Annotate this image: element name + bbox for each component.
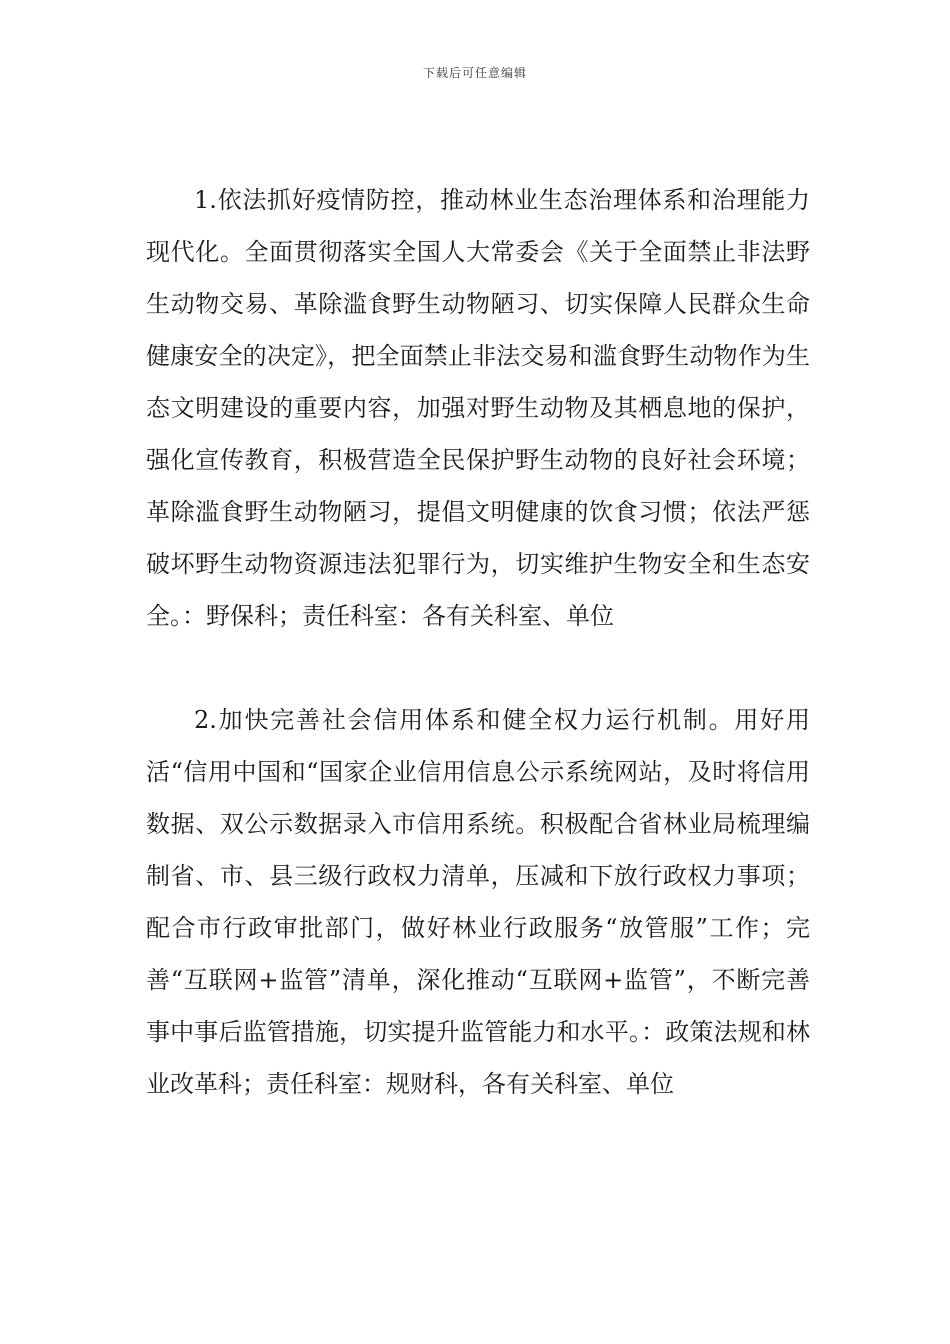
paragraph-2: 2.加快完善社会信用体系和健全权力运行机制。用好用活“信用中国和“国家企业信用信息公示系统网站，及时将信用数据、双公示数据录入市信用系统。积极配合省林业局梳理编制省、市、县三级行政权力清单，压减和下放行政权力事项；配合市行政审批部门，做好林业行政服务“放管服”工作；完善“互联网+监管”清单，深化推动“互联网+监管”，不断完善事中事后监管措施，切实提升监管能力和水平。：政策法规和林业改革科；责任科室：规财科，各有关科室、单位 bbox=[146, 706, 810, 1098]
paragraph-1: 1.依法抓好疫情防控，推动林业生态治理体系和治理能力现代化。全面贯彻落实全国人大常委会《关于全面禁止非法野生动物交易、革除滥食野生动物陋习、切实保障人民群众生命健康安全的决定》，把全面禁止非法交易和滥食野生动物作为生态文明建设的重要内容，加强对野生动物及其栖息地的保护，强化宣传教育，积极营造全民保护野生动物的良好社会环境；革除滥食野生动物陋习，提倡文明健康的饮食习惯；依法严惩破坏野生动物资源违法犯罪行为，切实维护生物安全和生态安全。：野保科；责任科室：各有关科室、单位 bbox=[146, 186, 810, 630]
page-header: 下载后可任意编辑 bbox=[422, 66, 527, 80]
document-body bbox=[146, 174, 810, 1110]
